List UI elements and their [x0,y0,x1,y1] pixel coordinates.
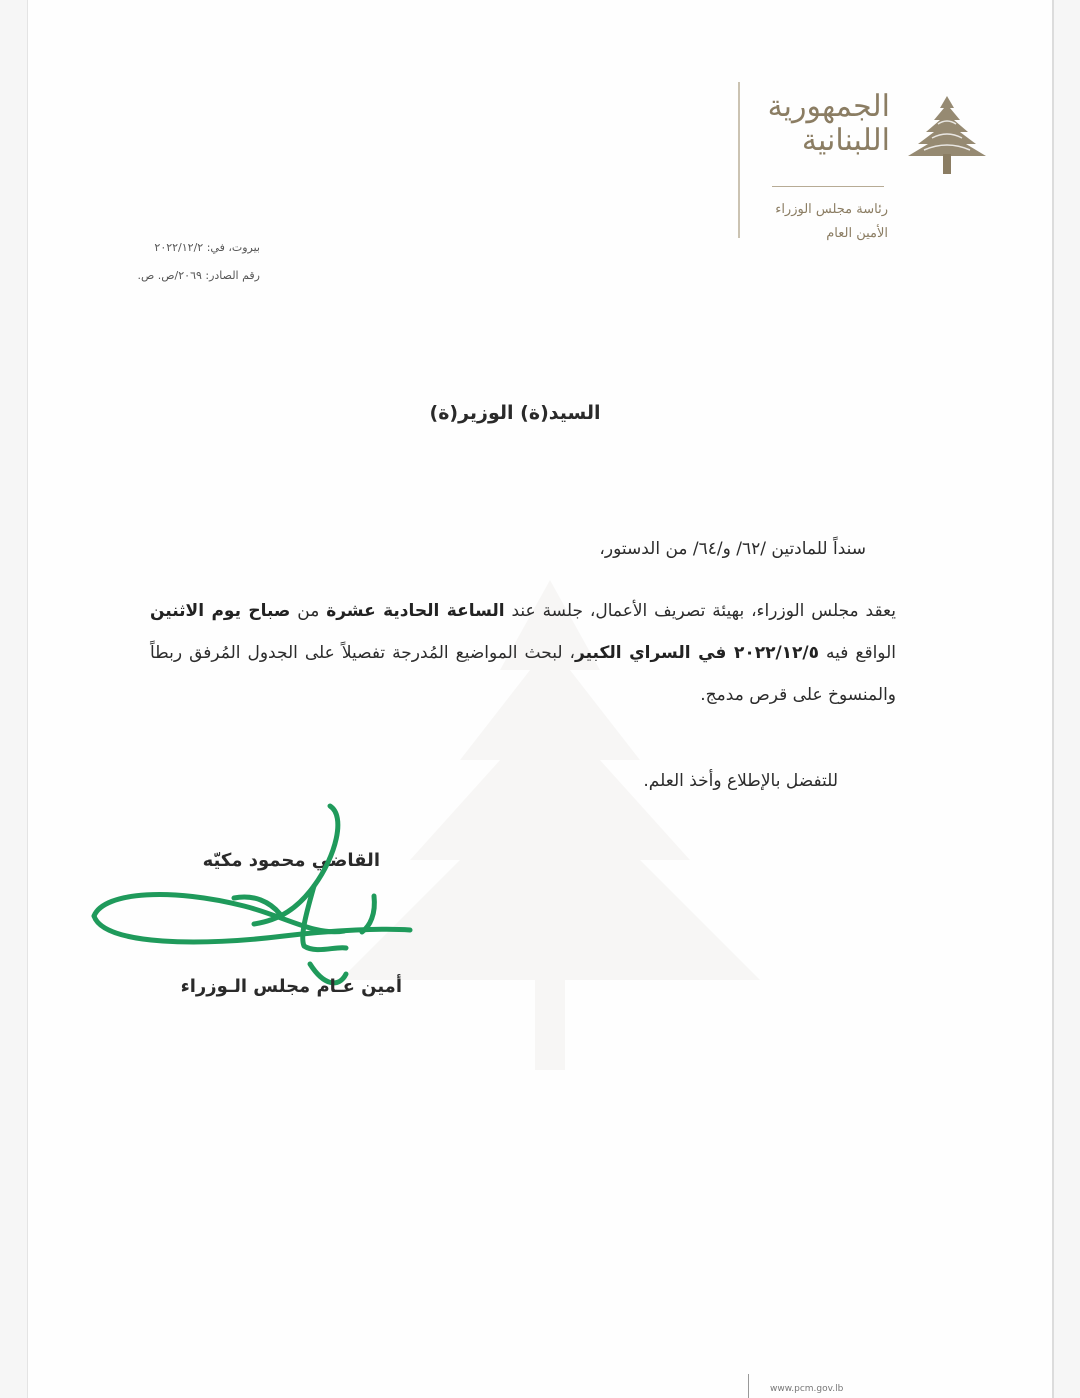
session-time: الساعة الحادية عشرة [326,601,505,621]
page-edge [1052,0,1054,1398]
session-day: صباح يوم الاثنين [150,601,291,621]
session-text-2: من [297,601,320,621]
footer-divider [748,1374,749,1398]
office-line-1: رئاسة مجلس الوزراء [775,202,888,217]
session-text-3: الواقع فيه [826,643,896,663]
republic-title [730,90,890,158]
addressee: السيد(ة) الوزير(ة) [429,402,601,424]
office-line-2: الأمين العام [826,226,888,241]
republic-line-2: اللبنانية [801,123,890,158]
cedar-icon [902,94,992,178]
title-underline [772,186,884,187]
handwritten-signature [84,796,424,996]
republic-line-1: الجمهورية [767,89,890,124]
session-text-1: يعقد مجلس الوزراء، بهيئة تصريف الأعمال، جلسة عند [511,601,896,621]
reference-number: رقم الصادر: ٢٠٦٩/ص. ص. [137,269,260,282]
paragraph-constitution: سنداً للمادتين /٦٢/ و/٦٤/ من الدستور، [599,539,866,559]
paragraph-closing: للتفضل بالإطلاع وأخذ العلم. [643,771,838,791]
session-text-4: ، لبحث المواضيع المُدرجة تفصيلاً على الجدول المُرفق ربطاً والمنسوخ على قرص مدمج. [150,643,896,705]
office-block [760,198,888,246]
signatory-name: القاضي محمود مكيّه [202,850,380,871]
reference-block [110,234,260,290]
paragraph-session [150,590,896,716]
signatory-title: أمين عـام مجلس الـوزراء [180,976,402,997]
session-date-place: ٢٠٢٢/١٢/٥ في السراي الكبير [575,643,820,663]
footer-url: www.pcm.gov.lb [770,1384,844,1394]
reference-date: بيروت، في: ٢٠٢٢/١٢/٢ [154,241,260,254]
